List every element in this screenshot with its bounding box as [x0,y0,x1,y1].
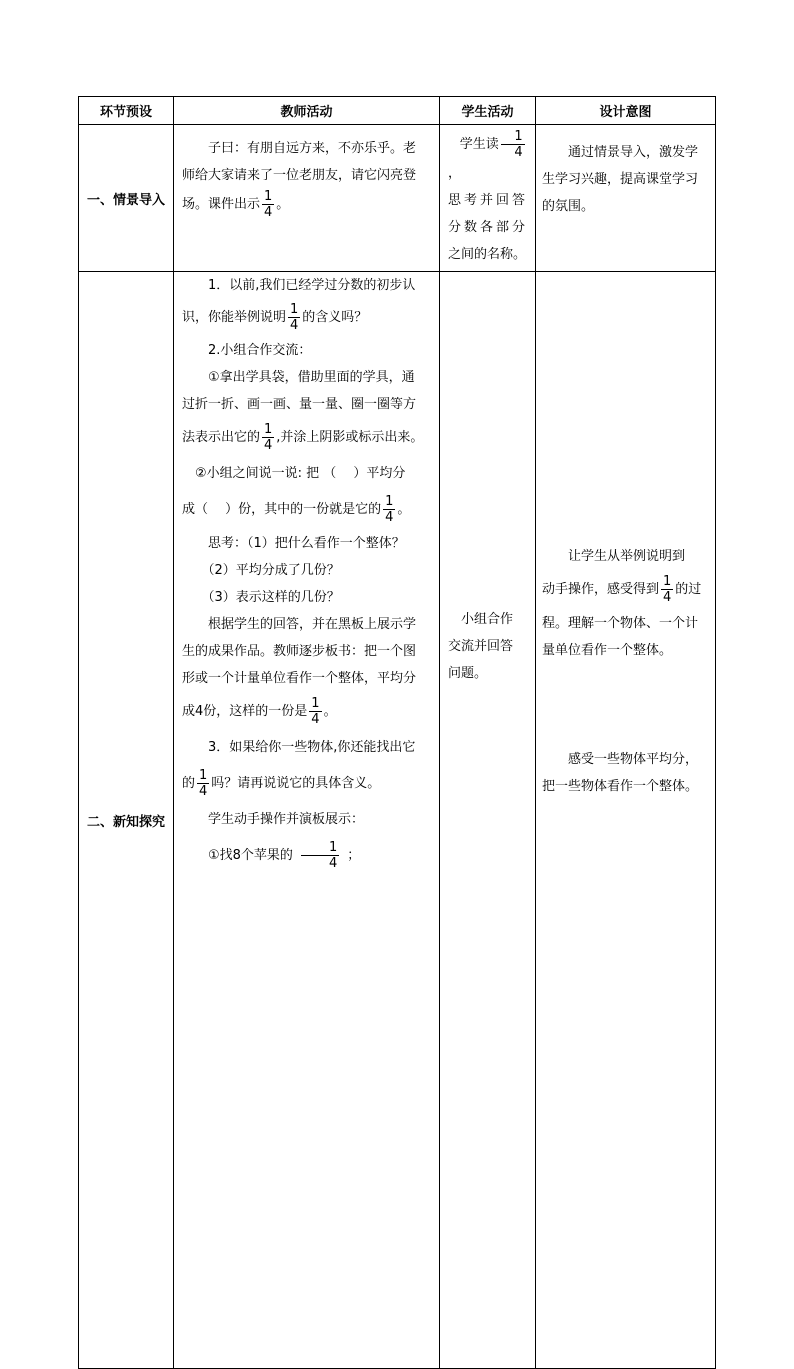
fraction-one-quarter [262,422,274,453]
text-fragment: ,并涂上阴影或标示出来。 [276,430,424,445]
text-fragment: 学生读 [459,137,499,152]
fraction-numerator: 1 [290,302,299,317]
text-line [182,764,433,804]
text-fragment: 场。课件出示 [182,197,261,212]
text-line: 分数各部分 [448,220,529,235]
fraction-numerator: 1 [311,696,320,711]
text-line [182,692,433,732]
fraction-denominator: 4 [290,318,299,333]
text-line: 程。理解一个物体、一个计 [542,616,699,631]
text-line: 之间的名称。 [448,247,527,262]
text-line [182,299,433,337]
text-line: 把一些物体看作一个整体。 [542,779,699,794]
text-fragment: 。 [323,704,337,719]
fraction-denominator: 4 [264,438,273,453]
table-row-intro [79,125,716,272]
fraction-denominator: 4 [264,205,273,220]
text-line: 交流并回答 [448,639,514,654]
text-line: 思考：（1）把什么看作一个整体？ [208,536,405,551]
text-line: 思考并回答 [448,193,529,208]
text-fragment: 的过 [675,582,702,597]
text-line: 量单位看作一个整体。 [542,643,673,658]
text-line [182,836,433,876]
text-fragment: 的含义吗？ [302,310,368,325]
stage-new-knowledge: 二、新知探究 [79,272,174,1369]
fraction-numerator: 1 [663,574,672,589]
text-line: 过折一折、画一画、量一量、圈一圈等方 [182,397,417,412]
text-line: 让学生从举例说明到 [568,549,686,564]
text-line: 通过情景导入，激发学 [568,145,699,160]
text-line: 小组合作 [461,612,514,627]
spacer [542,664,709,746]
header-student-activity: 学生活动 [440,97,536,125]
text-fragment: 成（ ）份，其中的一份就是它的 [182,502,382,517]
fraction-one-quarter [301,840,339,871]
fraction-numerator: 1 [199,768,208,783]
text-line: 2.小组合作交流： [208,343,312,358]
text-line [182,418,433,458]
fraction-numerator: 1 [264,189,273,204]
fraction-one-quarter [197,768,209,799]
text-fragment: 动手操作，感受得到 [542,582,660,597]
student-activity-new-knowledge [440,272,536,1369]
lesson-plan-table [78,96,716,1369]
text-line: 问题。 [448,666,488,681]
text-line: （2）平均分成了几份？ [201,563,340,578]
text-line: 子曰：有朋自远方来，不亦乐乎。老 [208,141,417,156]
fraction-one-quarter [262,189,274,220]
text-fragment: 法表示出它的 [182,430,261,445]
stage-intro: 一、情景导入 [79,125,174,272]
fraction-numerator: 1 [385,494,394,509]
text-line: 生学习兴趣，提高课堂学习 [542,172,699,187]
text-line: 1．以前,我们已经学过分数的初步认 [208,278,416,293]
header-row [79,97,716,125]
text-fragment: 成4份，这样的一份是 [182,704,308,719]
fraction-denominator: 4 [311,712,320,727]
text-line: ①拿出学具袋，借助里面的学具，通 [208,370,415,385]
fraction-one-quarter [661,574,673,605]
header-teacher-activity: 教师活动 [174,97,440,125]
header-design-intent: 设计意图 [536,97,716,125]
fraction-numerator: 1 [264,422,273,437]
teacher-activity-intro [174,125,440,272]
text-fragment: 。 [397,502,411,517]
text-fragment: 。 [276,197,290,212]
text-line [182,490,433,530]
text-line: 形或一个计量单位看作一个整体，平均分 [182,671,417,686]
text-fragment: ； [347,848,361,863]
fraction-denominator: 4 [199,784,208,799]
text-line [182,189,433,220]
header-stage: 环节预设 [79,97,174,125]
fraction-denominator: 4 [501,144,525,160]
text-line: 学生动手操作并演板展示： [208,812,365,827]
text-line: ②小组之间说一说: 把 （ ）平均分 [195,466,406,481]
text-line: 的氛围。 [542,199,595,214]
text-fragment: 识，你能举例说明 [182,310,287,325]
text-line [542,570,709,610]
fraction-one-quarter [288,302,300,333]
text-line: 感受一些物体平均分， [568,752,699,767]
text-fragment: 吗？请再说说它的具体含义。 [211,776,381,791]
text-line: 根据学生的回答，并在黑板上展示学 [208,617,417,632]
text-fragment: ， [448,166,462,181]
table-row-new-knowledge [79,272,716,1369]
fraction-one-quarter [309,696,321,727]
text-line: 师给大家请来了一位老朋友，请它闪亮登 [182,168,417,183]
fraction-denominator: 4 [301,855,339,871]
design-intent-intro [536,125,716,272]
fraction-one-quarter [501,129,525,160]
text-fragment: ①找8个苹果的 [208,848,293,863]
fraction-denominator: 4 [663,590,672,605]
text-line: （3）表示这样的几份？ [201,590,340,605]
student-activity-intro [440,125,536,272]
design-intent-new-knowledge [536,272,716,1369]
fraction-one-quarter [383,494,395,525]
teacher-activity-new-knowledge [174,272,440,1369]
fraction-denominator: 4 [385,510,394,525]
text-line: 3．如果给你一些物体,你还能找出它 [208,740,416,755]
text-fragment: 的 [182,776,196,791]
fraction-numerator: 1 [328,840,338,855]
fraction-numerator: 1 [514,129,523,144]
text-line: 生的成果作品。教师逐步板书：把一个图 [182,644,417,659]
text-line [448,129,529,187]
